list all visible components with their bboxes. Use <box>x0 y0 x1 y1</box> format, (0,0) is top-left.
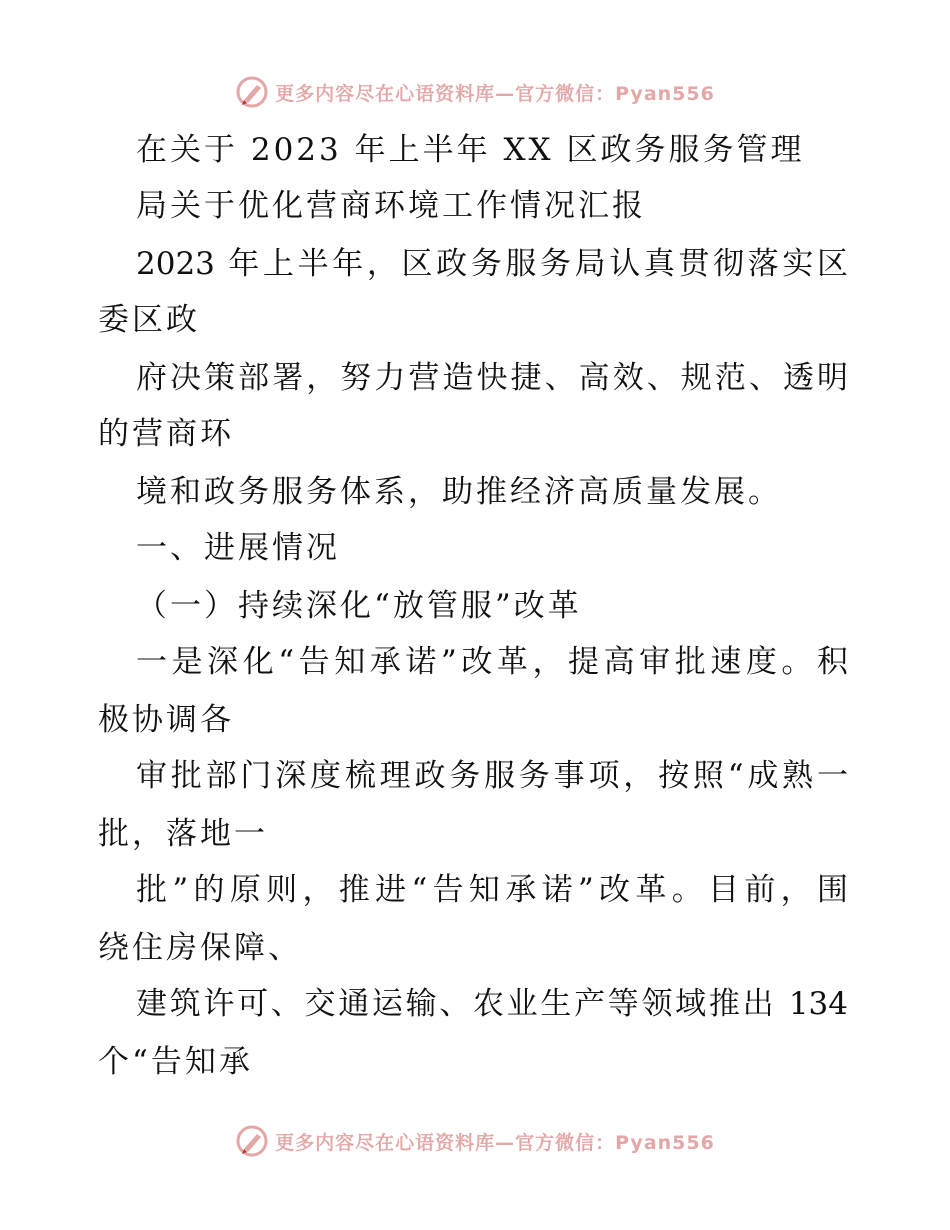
text-line: 建筑许可、交通运输、农业生产等领域推出 134 <box>136 986 848 1022</box>
subsection-heading: （一）持续深化“放管服”改革 <box>136 588 582 624</box>
watermark-text: 更多内容尽在心语资料库—官方微信：Pyan556 <box>275 82 715 105</box>
text-line: 2023 年上半年，区政务服务局认真贯彻落实区 <box>136 246 848 282</box>
text-line: 批”的原则，推进“告知承诺”改革。目前，围 <box>136 872 848 908</box>
text-line: 局关于优化营商环境工作情况汇报 <box>136 188 646 224</box>
text-line: 极协调各 <box>98 702 234 738</box>
pen-logo-icon <box>235 1124 269 1158</box>
text-line: 委区政 <box>98 302 200 338</box>
footer-watermark <box>0 1121 950 1161</box>
text-line: 的营商环 <box>98 416 234 452</box>
watermark-text: 更多内容尽在心语资料库—官方微信：Pyan556 <box>275 1131 715 1154</box>
text-line: 府决策部署，努力营造快捷、高效、规范、透明 <box>136 360 848 396</box>
header-watermark <box>0 72 950 112</box>
text-line: 境和政务服务体系，助推经济高质量发展。 <box>136 474 782 510</box>
text-line: 一是深化“告知承诺”改革，提高审批速度。积 <box>136 644 848 680</box>
section-heading: 一、进展情况 <box>136 530 340 566</box>
text-line: 在关于 2023 年上半年 XX 区政务服务管理 <box>136 132 805 168</box>
text-line: 个“告知承 <box>98 1044 253 1080</box>
pen-logo-icon <box>235 75 269 109</box>
text-line: 审批部门深度梳理政务服务事项，按照“成熟一 <box>136 758 848 794</box>
text-line: 批，落地一 <box>98 816 268 852</box>
text-line: 绕住房保障、 <box>98 930 302 966</box>
